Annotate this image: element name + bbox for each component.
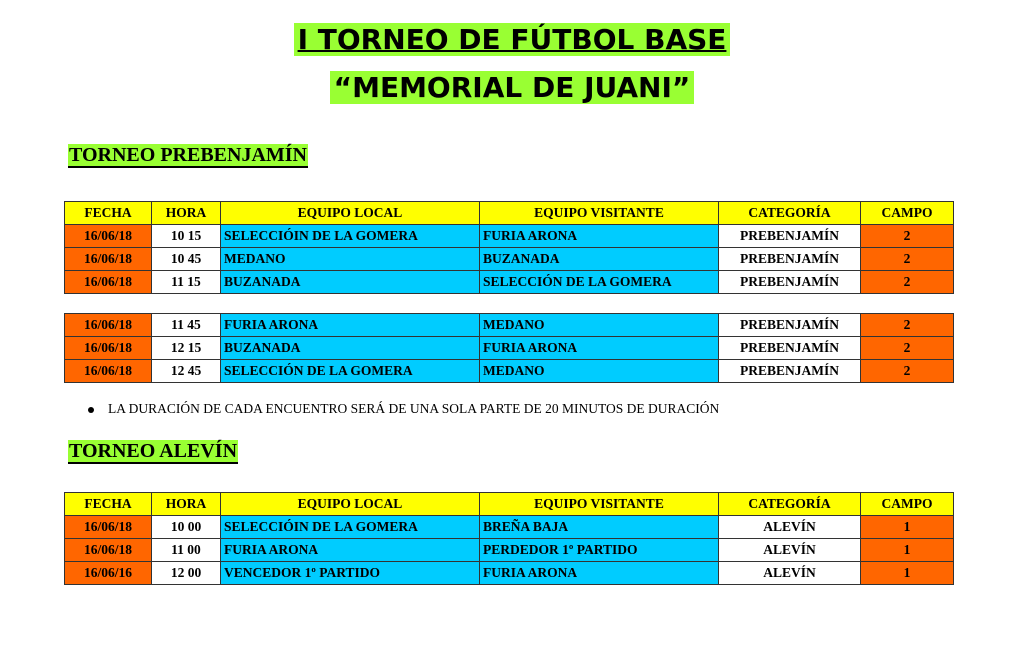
cell-local: FURIA ARONA bbox=[221, 314, 480, 337]
cell-visitante: MEDANO bbox=[480, 360, 719, 383]
cell-local: BUZANADA bbox=[221, 337, 480, 360]
cell-campo: 1 bbox=[861, 539, 954, 562]
header-equipo-local: EQUIPO LOCAL bbox=[221, 202, 480, 225]
main-subtitle bbox=[0, 70, 1024, 106]
section-title-alevin: TORNEO ALEVÍN bbox=[69, 440, 238, 462]
cell-campo: 2 bbox=[861, 360, 954, 383]
cell-categoria: ALEVÍN bbox=[719, 516, 861, 539]
cell-campo: 1 bbox=[861, 516, 954, 539]
cell-campo: 2 bbox=[861, 225, 954, 248]
header-equipo-local: EQUIPO LOCAL bbox=[221, 493, 480, 516]
header-equipo-visitante: EQUIPO VISITANTE bbox=[480, 202, 719, 225]
alevin-table bbox=[64, 492, 954, 585]
table-row bbox=[65, 516, 954, 539]
cell-visitante: BUZANADA bbox=[480, 248, 719, 271]
cell-local: MEDANO bbox=[221, 248, 480, 271]
cell-local: FURIA ARONA bbox=[221, 539, 480, 562]
cell-local: SELECCIÓIN DE LA GOMERA bbox=[221, 225, 480, 248]
cell-visitante: MEDANO bbox=[480, 314, 719, 337]
cell-local: BUZANADA bbox=[221, 271, 480, 294]
cell-visitante: PERDEDOR 1º PARTIDO bbox=[480, 539, 719, 562]
main-title bbox=[0, 22, 1024, 58]
prebenjamin-table-2 bbox=[64, 313, 954, 383]
cell-fecha: 16/06/18 bbox=[65, 360, 152, 383]
table-header-row bbox=[65, 202, 954, 225]
header-hora: HORA bbox=[152, 493, 221, 516]
main-title-line2: “MEMORIAL DE JUANI” bbox=[330, 71, 695, 104]
cell-categoria: PREBENJAMÍN bbox=[719, 225, 861, 248]
cell-fecha: 16/06/18 bbox=[65, 314, 152, 337]
cell-categoria: PREBENJAMÍN bbox=[719, 360, 861, 383]
cell-fecha: 16/06/18 bbox=[65, 271, 152, 294]
cell-hora: 11 00 bbox=[152, 539, 221, 562]
header-categoria: CATEGORÍA bbox=[719, 493, 861, 516]
table-row bbox=[65, 271, 954, 294]
header-fecha: FECHA bbox=[65, 493, 152, 516]
cell-local: VENCEDOR 1º PARTIDO bbox=[221, 562, 480, 585]
cell-hora: 12 45 bbox=[152, 360, 221, 383]
header-fecha: FECHA bbox=[65, 202, 152, 225]
cell-categoria: PREBENJAMÍN bbox=[719, 248, 861, 271]
table-row bbox=[65, 314, 954, 337]
cell-fecha: 16/06/18 bbox=[65, 337, 152, 360]
header-categoria: CATEGORÍA bbox=[719, 202, 861, 225]
cell-hora: 12 15 bbox=[152, 337, 221, 360]
cell-local: SELECCIÓN DE LA GOMERA bbox=[221, 360, 480, 383]
table-row bbox=[65, 248, 954, 271]
cell-fecha: 16/06/18 bbox=[65, 225, 152, 248]
duration-note-text: LA DURACIÓN DE CADA ENCUENTRO SERÁ DE UNA SOLA PARTE DE 20 MINUTOS DE DURACIÓN bbox=[108, 401, 720, 416]
header-campo: CAMPO bbox=[861, 493, 954, 516]
cell-campo: 2 bbox=[861, 271, 954, 294]
cell-campo: 1 bbox=[861, 562, 954, 585]
cell-visitante: FURIA ARONA bbox=[480, 225, 719, 248]
main-title-line1: I TORNEO DE FÚTBOL BASE bbox=[294, 23, 731, 56]
cell-visitante: FURIA ARONA bbox=[480, 337, 719, 360]
cell-categoria: PREBENJAMÍN bbox=[719, 271, 861, 294]
table-header-row bbox=[65, 493, 954, 516]
cell-hora: 12 00 bbox=[152, 562, 221, 585]
cell-visitante: FURIA ARONA bbox=[480, 562, 719, 585]
table-row bbox=[65, 225, 954, 248]
table-row bbox=[65, 562, 954, 585]
cell-hora: 11 15 bbox=[152, 271, 221, 294]
prebenjamin-table-1 bbox=[64, 201, 954, 294]
cell-visitante: SELECCIÓN DE LA GOMERA bbox=[480, 271, 719, 294]
cell-categoria: PREBENJAMÍN bbox=[719, 314, 861, 337]
bullet-icon bbox=[88, 407, 94, 413]
duration-note bbox=[88, 401, 719, 417]
cell-categoria: ALEVÍN bbox=[719, 539, 861, 562]
cell-hora: 10 45 bbox=[152, 248, 221, 271]
table-row bbox=[65, 337, 954, 360]
section-title-prebenjamin: TORNEO PREBENJAMÍN bbox=[69, 144, 307, 166]
header-campo: CAMPO bbox=[861, 202, 954, 225]
cell-hora: 10 15 bbox=[152, 225, 221, 248]
cell-fecha: 16/06/18 bbox=[65, 248, 152, 271]
table-row bbox=[65, 539, 954, 562]
header-hora: HORA bbox=[152, 202, 221, 225]
cell-visitante: BREÑA BAJA bbox=[480, 516, 719, 539]
table-row bbox=[65, 360, 954, 383]
cell-campo: 2 bbox=[861, 337, 954, 360]
cell-hora: 10 00 bbox=[152, 516, 221, 539]
cell-fecha: 16/06/18 bbox=[65, 539, 152, 562]
cell-campo: 2 bbox=[861, 314, 954, 337]
cell-local: SELECCIÓIN DE LA GOMERA bbox=[221, 516, 480, 539]
cell-categoria: ALEVÍN bbox=[719, 562, 861, 585]
cell-categoria: PREBENJAMÍN bbox=[719, 337, 861, 360]
header-equipo-visitante: EQUIPO VISITANTE bbox=[480, 493, 719, 516]
cell-hora: 11 45 bbox=[152, 314, 221, 337]
cell-fecha: 16/06/16 bbox=[65, 562, 152, 585]
cell-fecha: 16/06/18 bbox=[65, 516, 152, 539]
cell-campo: 2 bbox=[861, 248, 954, 271]
